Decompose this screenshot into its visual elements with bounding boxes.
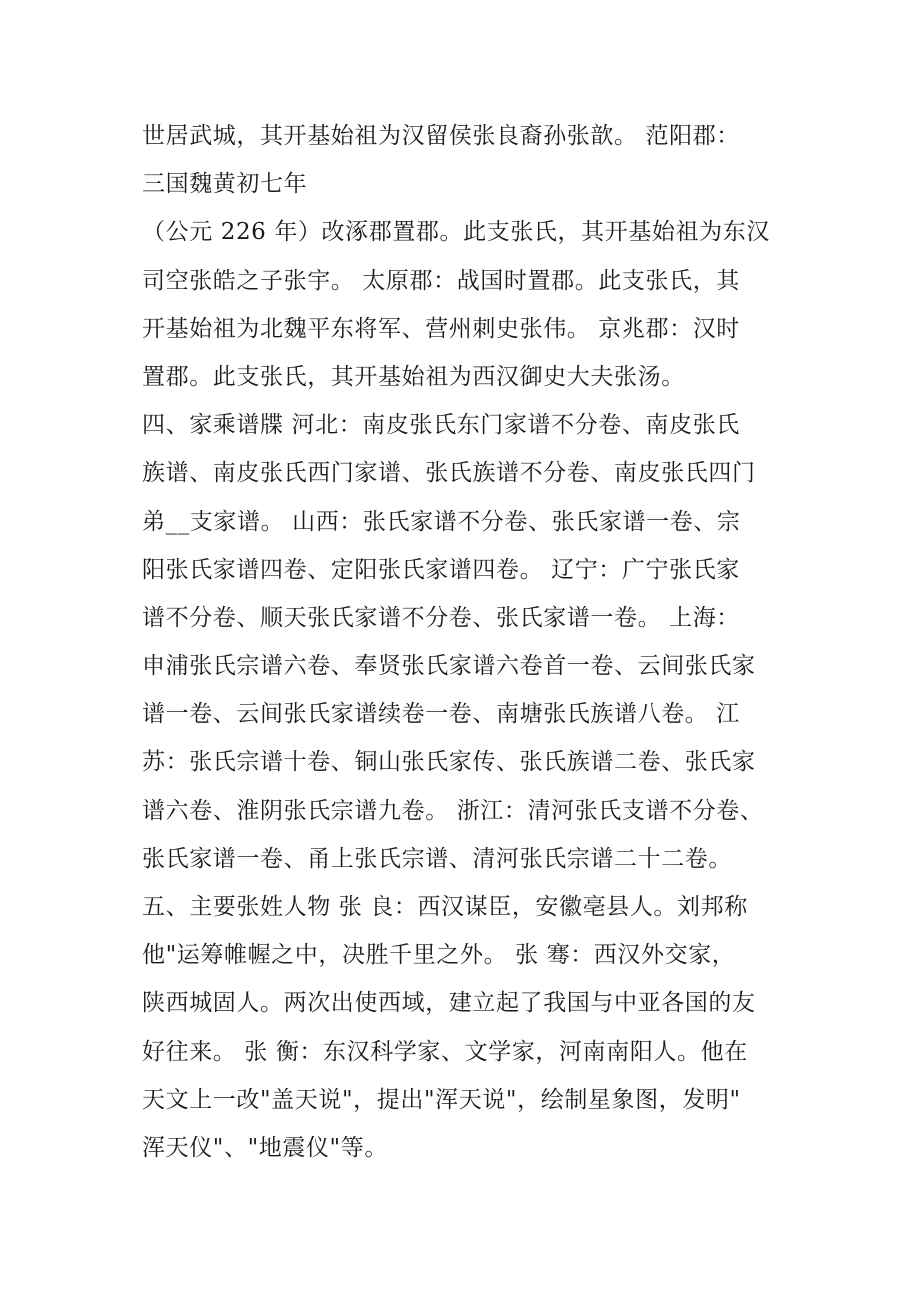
text-line: 申浦张氏宗谱六卷、奉贤张氏家谱六卷首一卷、云间张氏家 [142, 653, 756, 680]
text-line: 谱不分卷、顺天张氏家谱不分卷、张氏家谱一卷。 上海： [142, 604, 740, 631]
body-text [142, 112, 822, 1172]
text-line: 四、家乘谱牒 河北：南皮张氏东门家谱不分卷、南皮张氏 [142, 412, 740, 439]
text-line: 他"运筹帷幄之中，决胜千里之外。 张 骞：西汉外交家， [142, 942, 736, 969]
text-line: （公元 226 年）改涿郡置郡。此支张氏，其开基始祖为东汉 [142, 219, 770, 246]
text-line: 张氏家谱一卷、甬上张氏宗谱、清河张氏宗谱二十二卷。 [142, 845, 732, 872]
text-line: 好往来。 张 衡：东汉科学家、文学家，河南南阳人。他在 [142, 1038, 748, 1065]
text-line: 五、主要张姓人物 张 良：西汉谋臣，安徽亳县人。刘邦称 [142, 894, 748, 920]
text-line: 开基始祖为北魏平东将军、营州刺史张伟。 京兆郡：汉时 [142, 315, 740, 342]
text-line: 浑天仪"、"地震仪"等。 [142, 1134, 388, 1161]
text-line: 三国魏黄初七年 [142, 171, 308, 198]
text-line: 世居武城，其开基始祖为汉留侯张良裔孙张歆。 范阳郡： [142, 123, 740, 149]
text-line: 陕西城固人。两次出使西域，建立起了我国与中亚各国的友 [142, 990, 756, 1017]
text-line: 谱一卷、云间张氏家谱续卷一卷、南塘张氏族谱八卷。 江 [142, 701, 740, 728]
text-line: 置郡。此支张氏，其开基始祖为西汉御史大夫张汤。 [142, 363, 685, 390]
text-line: 司空张皓之子张宇。 太原郡：战国时置郡。此支张氏，其 [142, 267, 740, 294]
text-line: 谱六卷、淮阴张氏宗谱九卷。 浙江：清河张氏支谱不分卷、 [142, 797, 764, 824]
text-line: 苏：张氏宗谱十卷、铜山张氏家传、张氏族谱二卷、张氏家 [142, 749, 756, 776]
text-line: 族谱、南皮张氏西门家谱、张氏族谱不分卷、南皮张氏四门 [142, 460, 756, 487]
text-line: 弟__支家谱。 山西：张氏家谱不分卷、张氏家谱一卷、宗 [142, 508, 741, 535]
text-line: 天文上一改"盖天说"，提出"浑天说"，绘制星象图，发明" [142, 1086, 741, 1113]
text-line: 阳张氏家谱四卷、定阳张氏家谱四卷。 辽宁：广宁张氏家 [142, 556, 740, 583]
